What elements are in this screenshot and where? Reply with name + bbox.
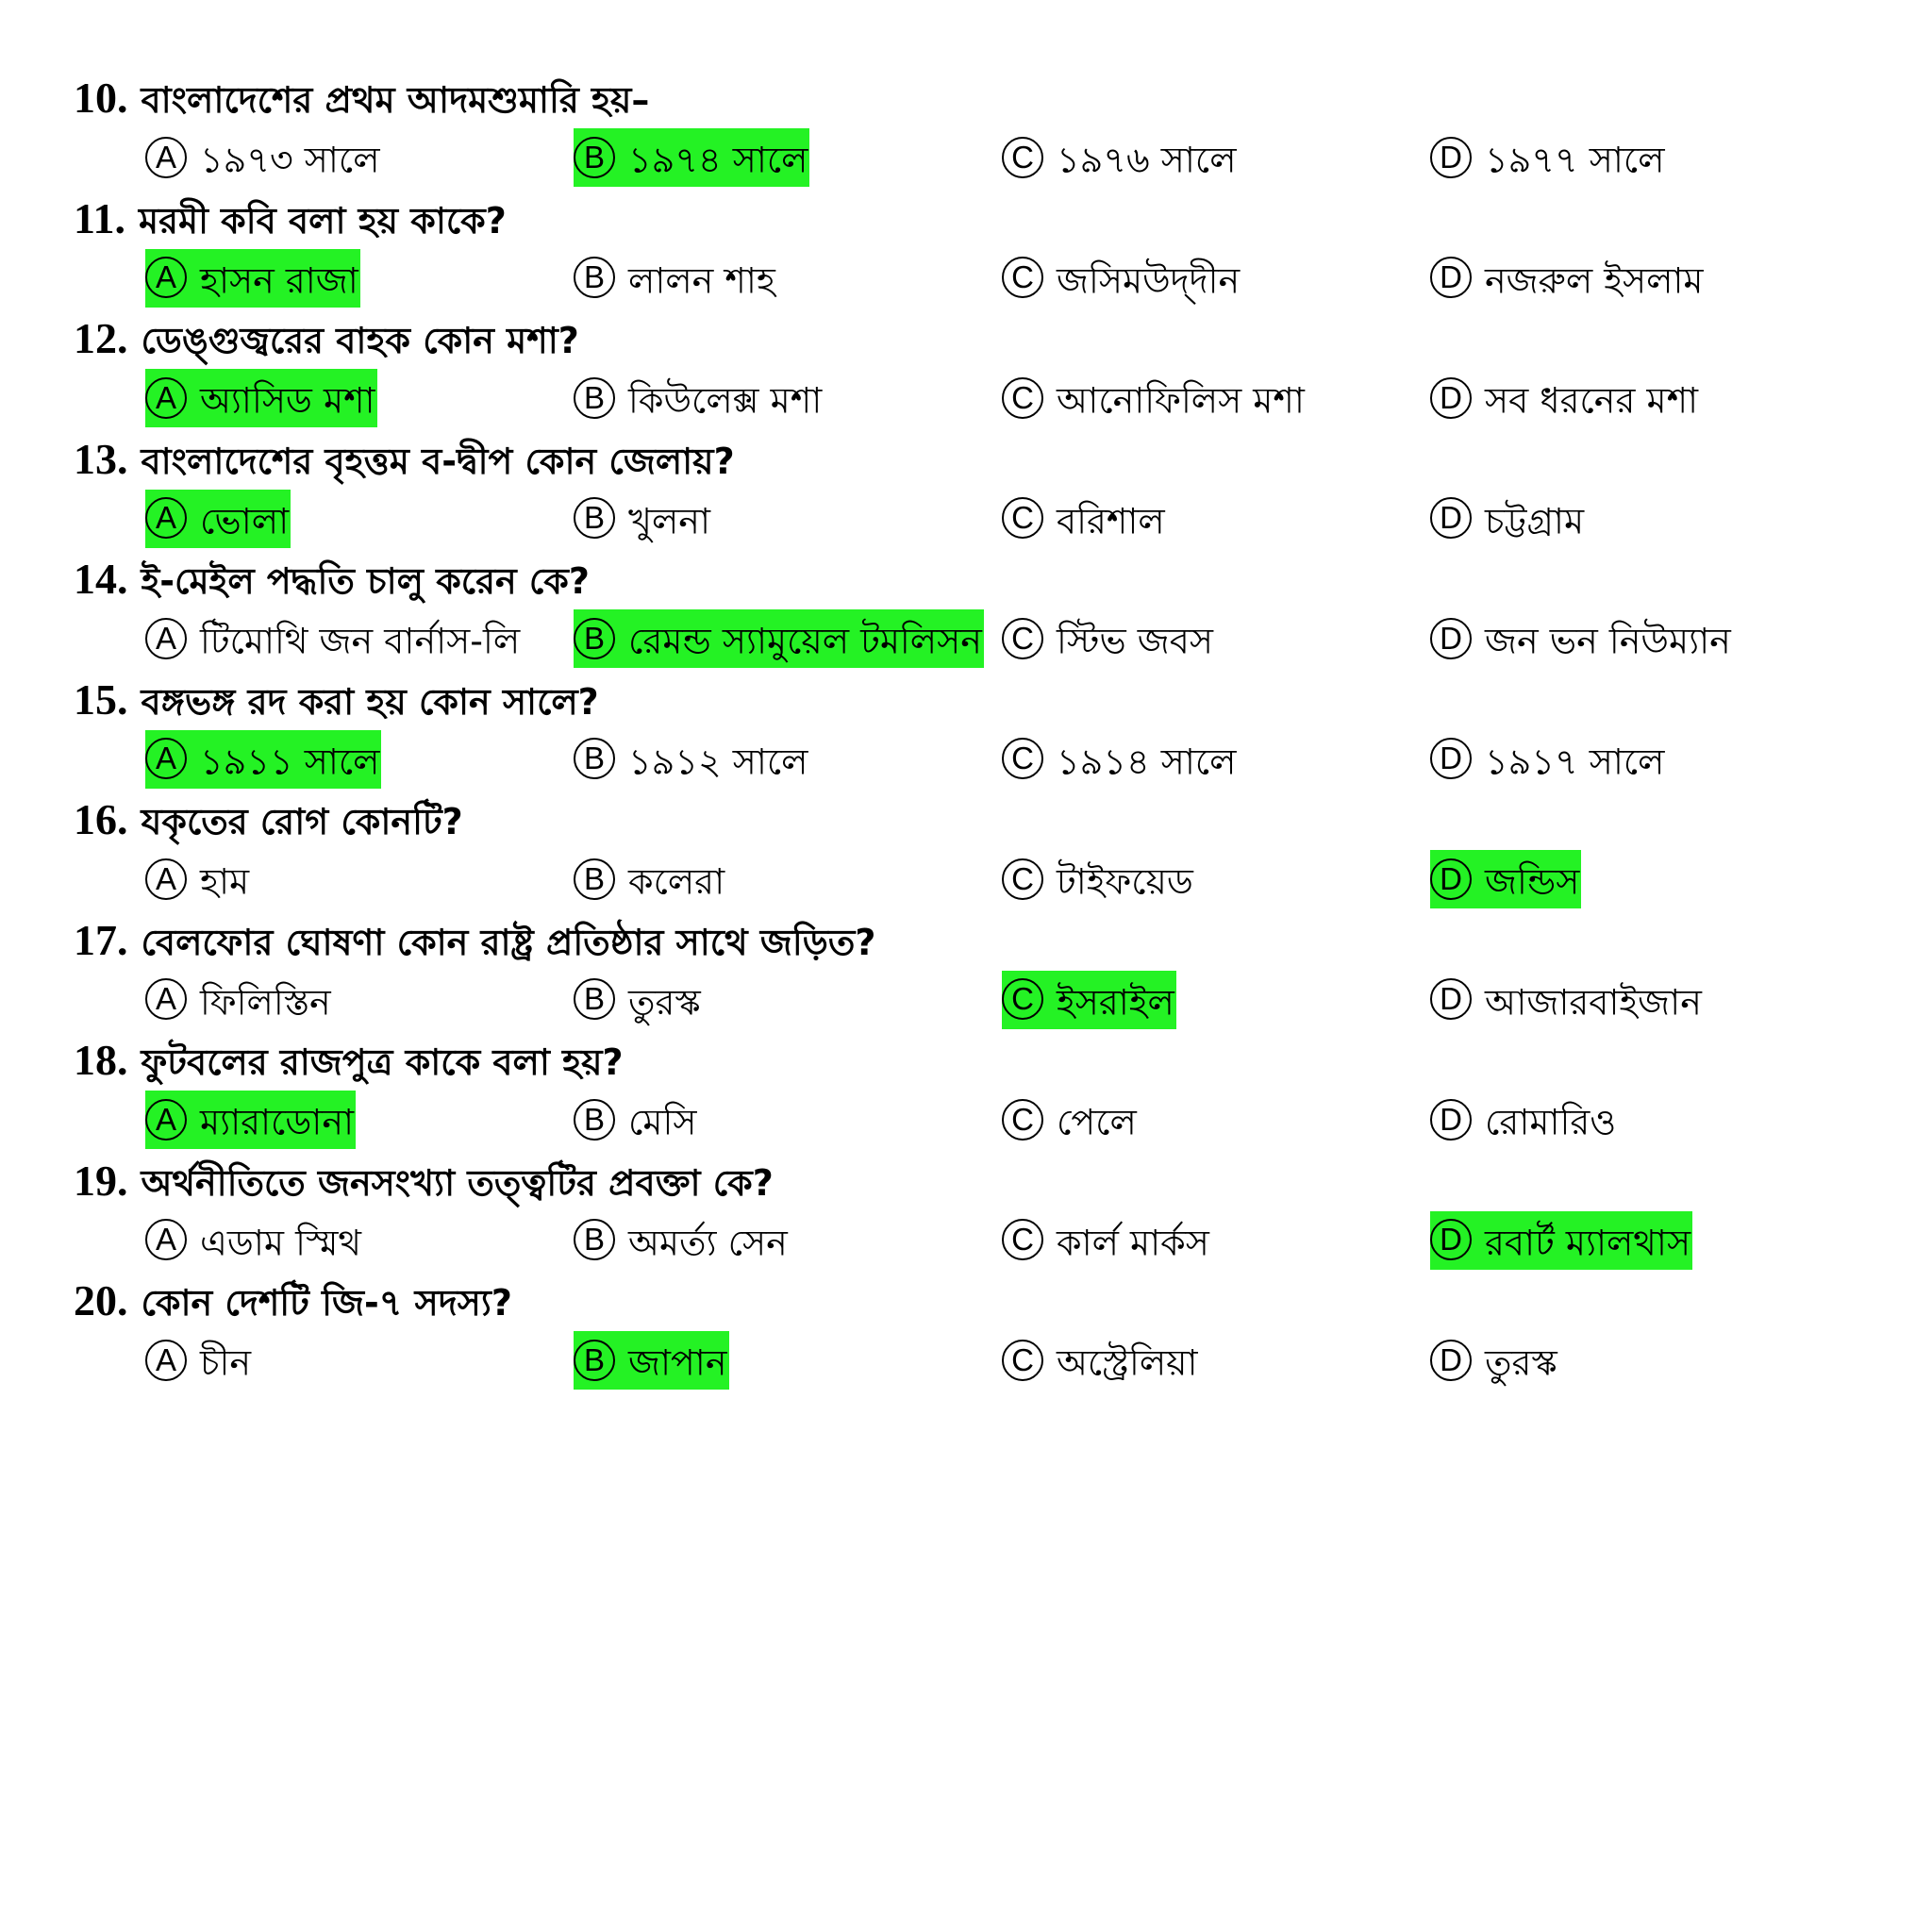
question-block	[0, 68, 1932, 189]
option-letter-b: B	[574, 1099, 615, 1141]
option-text: পেলে	[1057, 1101, 1137, 1143]
option-c	[1002, 1211, 1211, 1270]
option-b	[574, 730, 809, 789]
option-b	[574, 369, 824, 427]
option-letter-d: D	[1430, 1219, 1472, 1260]
option-letter-a: A	[145, 1099, 187, 1141]
option-c	[1002, 730, 1238, 789]
option-text: তুরস্ক	[1485, 1341, 1557, 1384]
option-a	[145, 850, 251, 908]
question-number: 17.	[74, 915, 128, 964]
question-number: 20.	[74, 1276, 128, 1324]
option-b	[574, 850, 726, 908]
option-text: এডাম স্মিথ	[200, 1222, 361, 1263]
option-letter-d: D	[1430, 738, 1472, 779]
option-b	[574, 249, 777, 308]
option-text: ১৯৭৬ সালে	[1057, 139, 1237, 181]
option-b	[574, 1091, 699, 1149]
option-text: ফিলিস্তিন	[200, 981, 331, 1023]
option-letter-a: A	[145, 1340, 187, 1381]
option-a-correct-answer	[145, 730, 381, 789]
question-number: 11.	[74, 193, 125, 242]
option-c	[1002, 850, 1195, 908]
option-a	[145, 609, 522, 668]
option-d-correct-answer	[1430, 850, 1581, 908]
question-text: কোন দেশটি জি-৭ সদস্য?	[141, 1282, 512, 1324]
option-b-correct-answer	[574, 1331, 729, 1390]
option-text: ১৯১২ সালে	[628, 741, 808, 782]
question-line	[74, 308, 579, 369]
option-c	[1002, 1331, 1200, 1390]
option-letter-a: A	[145, 497, 187, 539]
option-letter-b: B	[574, 1340, 615, 1381]
option-a	[145, 971, 333, 1029]
option-letter-d: D	[1430, 1099, 1472, 1141]
option-letter-a: A	[145, 738, 187, 779]
option-text: ১৯১৪ সালে	[1057, 741, 1237, 782]
option-text: কলেরা	[628, 860, 725, 903]
option-a-correct-answer	[145, 369, 377, 427]
option-a	[145, 1331, 253, 1390]
option-letter-b: B	[574, 618, 615, 659]
option-letter-c: C	[1002, 858, 1043, 900]
option-d	[1430, 369, 1700, 427]
option-letter-d: D	[1430, 1340, 1472, 1381]
option-b-correct-answer	[574, 609, 984, 668]
option-text: ভোলা	[200, 500, 290, 541]
question-number: 10.	[74, 74, 128, 122]
option-letter-d: D	[1430, 257, 1472, 298]
option-letter-c: C	[1002, 377, 1043, 419]
option-d	[1430, 971, 1704, 1029]
option-d	[1430, 249, 1706, 308]
option-letter-b: B	[574, 858, 615, 900]
option-text: নজরুল ইসলাম	[1485, 259, 1704, 301]
question-block	[0, 790, 1932, 910]
option-letter-d: D	[1430, 137, 1472, 178]
question-block	[0, 308, 1932, 429]
option-letter-a: A	[145, 858, 187, 900]
option-text: জন্ডিস	[1485, 860, 1580, 903]
option-text: স্টিভ জবস	[1057, 620, 1214, 662]
option-letter-c: C	[1002, 1099, 1043, 1141]
question-block	[0, 670, 1932, 791]
option-text: ইসরাইল	[1057, 981, 1174, 1023]
question-block	[0, 1151, 1932, 1272]
option-c	[1002, 490, 1167, 548]
option-b	[574, 490, 712, 548]
option-a-correct-answer	[145, 249, 360, 308]
question-text: বাংলাদেশের প্রথম আদমশুমারি হয়–	[141, 79, 650, 121]
option-text: জসিমউদ্‌দীন	[1057, 259, 1241, 301]
option-letter-c: C	[1002, 978, 1043, 1020]
question-text: যকৃতের রোগ কোনটি?	[141, 801, 463, 842]
question-text: অর্থনীতিতে জনসংখ্যা তত্ত্বটির প্রবক্তা কে?	[141, 1161, 774, 1204]
option-b	[574, 971, 703, 1029]
option-text: কার্ল মার্কস	[1057, 1222, 1209, 1263]
option-letter-c: C	[1002, 738, 1043, 779]
option-d	[1430, 1091, 1618, 1149]
option-text: ১৯১১ সালে	[200, 741, 380, 782]
option-b	[574, 1211, 790, 1270]
option-a-correct-answer	[145, 490, 291, 548]
option-letter-d: D	[1430, 618, 1472, 659]
question-block	[0, 189, 1932, 309]
question-text: ডেঙ্গুজ্বরের বাহক কোন মশা?	[141, 320, 579, 361]
option-text: লালন শাহ	[628, 259, 775, 301]
option-d	[1430, 730, 1666, 789]
option-b-correct-answer	[574, 128, 809, 187]
option-text: চীন	[200, 1341, 252, 1384]
option-c	[1002, 249, 1241, 308]
option-text: খুলনা	[628, 500, 710, 541]
option-letter-b: B	[574, 1219, 615, 1260]
option-letter-b: B	[574, 978, 615, 1020]
option-text: ১৯১৭ সালে	[1485, 741, 1665, 782]
option-text: বরিশাল	[1057, 500, 1165, 541]
option-d	[1430, 128, 1667, 187]
option-text: তুরস্ক	[628, 981, 701, 1023]
option-letter-a: A	[145, 978, 187, 1020]
option-letter-c: C	[1002, 1340, 1043, 1381]
option-letter-b: B	[574, 738, 615, 779]
option-letter-d: D	[1430, 497, 1472, 539]
question-line	[74, 68, 649, 128]
question-number: 15.	[74, 675, 128, 724]
option-d	[1430, 609, 1733, 668]
option-text: জাপান	[628, 1341, 727, 1384]
option-text: ম্যারাডোনা	[200, 1101, 355, 1143]
option-letter-d: D	[1430, 978, 1472, 1020]
question-text: ফুটবলের রাজপুত্র কাকে বলা হয়?	[141, 1041, 624, 1083]
question-text: বেলফোর ঘোষণা কোন রাষ্ট্র প্রতিষ্ঠার সাথে জড়িত?	[141, 921, 876, 963]
question-number: 12.	[74, 314, 128, 362]
option-letter-a: A	[145, 618, 187, 659]
option-letter-c: C	[1002, 257, 1043, 298]
question-text: বঙ্গভঙ্গ রদ করা হয় কোন সালে?	[141, 680, 599, 723]
option-text: কিউলেক্স মশা	[628, 379, 823, 422]
question-text: মরমী কবি বলা হয় কাকে?	[138, 199, 507, 242]
option-text: রবার্ট ম্যালথাস	[1485, 1222, 1691, 1263]
option-text: রোমারিও	[1485, 1101, 1617, 1143]
option-text: চট্টগ্রাম	[1485, 500, 1585, 541]
option-c	[1002, 609, 1215, 668]
option-text: অমর্ত্য সেন	[628, 1222, 788, 1263]
option-text: ১৯৭৩ সালে	[200, 139, 380, 181]
question-line	[74, 1030, 624, 1091]
question-line	[74, 910, 875, 971]
option-text: হাসন রাজা	[200, 259, 358, 301]
question-number: 16.	[74, 795, 128, 843]
question-block	[0, 910, 1932, 1031]
option-a-correct-answer	[145, 1091, 356, 1149]
question-line	[74, 189, 507, 249]
option-d	[1430, 490, 1586, 548]
question-number: 13.	[74, 434, 128, 483]
option-text: মেসি	[628, 1101, 697, 1143]
question-block	[0, 549, 1932, 670]
question-line	[74, 670, 599, 730]
question-block	[0, 1271, 1932, 1391]
option-letter-c: C	[1002, 497, 1043, 539]
option-letter-c: C	[1002, 1219, 1043, 1260]
option-text: টিমোথি জন বার্নাস-লি	[200, 620, 521, 662]
option-letter-c: C	[1002, 618, 1043, 659]
option-letter-c: C	[1002, 137, 1043, 178]
option-letter-a: A	[145, 1219, 187, 1260]
option-a	[145, 1211, 363, 1270]
question-line	[74, 790, 463, 850]
option-letter-a: A	[145, 257, 187, 298]
option-letter-b: B	[574, 497, 615, 539]
option-letter-d: D	[1430, 858, 1472, 900]
option-d	[1430, 1331, 1559, 1390]
option-text: হাম	[200, 860, 250, 903]
question-block	[0, 429, 1932, 550]
option-text: জন ভন নিউম্যান	[1485, 620, 1731, 662]
option-letter-b: B	[574, 257, 615, 298]
option-letter-d: D	[1430, 377, 1472, 419]
option-text: সব ধরনের মশা	[1485, 379, 1699, 422]
question-line	[74, 429, 735, 490]
option-text: ১৯৭৭ সালে	[1485, 139, 1665, 181]
option-text: অ্যাসিড মশা	[200, 379, 375, 422]
question-sheet	[0, 68, 1932, 1391]
option-d-correct-answer	[1430, 1211, 1692, 1270]
option-c	[1002, 1091, 1139, 1149]
option-a	[145, 128, 382, 187]
option-text: রেমন্ড স্যামুয়েল টমলিসন	[628, 620, 982, 662]
question-block	[0, 1030, 1932, 1151]
option-c	[1002, 128, 1239, 187]
question-text: ই-মেইল পদ্ধতি চালু করেন কে?	[141, 560, 590, 602]
option-c-correct-answer	[1002, 971, 1176, 1029]
option-c	[1002, 369, 1307, 427]
option-letter-a: A	[145, 137, 187, 178]
question-number: 14.	[74, 555, 128, 603]
question-number: 18.	[74, 1036, 128, 1084]
option-text: আনোফিলিস মশা	[1057, 379, 1305, 422]
option-letter-a: A	[145, 377, 187, 419]
option-text: অস্ট্রেলিয়া	[1057, 1341, 1198, 1384]
option-letter-b: B	[574, 137, 615, 178]
question-number: 19.	[74, 1156, 128, 1205]
option-text: টাইফয়েড	[1057, 860, 1193, 903]
question-line	[74, 1151, 774, 1211]
question-line	[74, 1271, 512, 1331]
option-text: আজারবাইজান	[1485, 981, 1702, 1023]
question-line	[74, 549, 590, 609]
option-text: ১৯৭৪ সালে	[628, 139, 808, 181]
option-letter-b: B	[574, 377, 615, 419]
question-text: বাংলাদেশের বৃহত্তম ব-দ্বীপ কোন জেলায়?	[141, 440, 735, 482]
